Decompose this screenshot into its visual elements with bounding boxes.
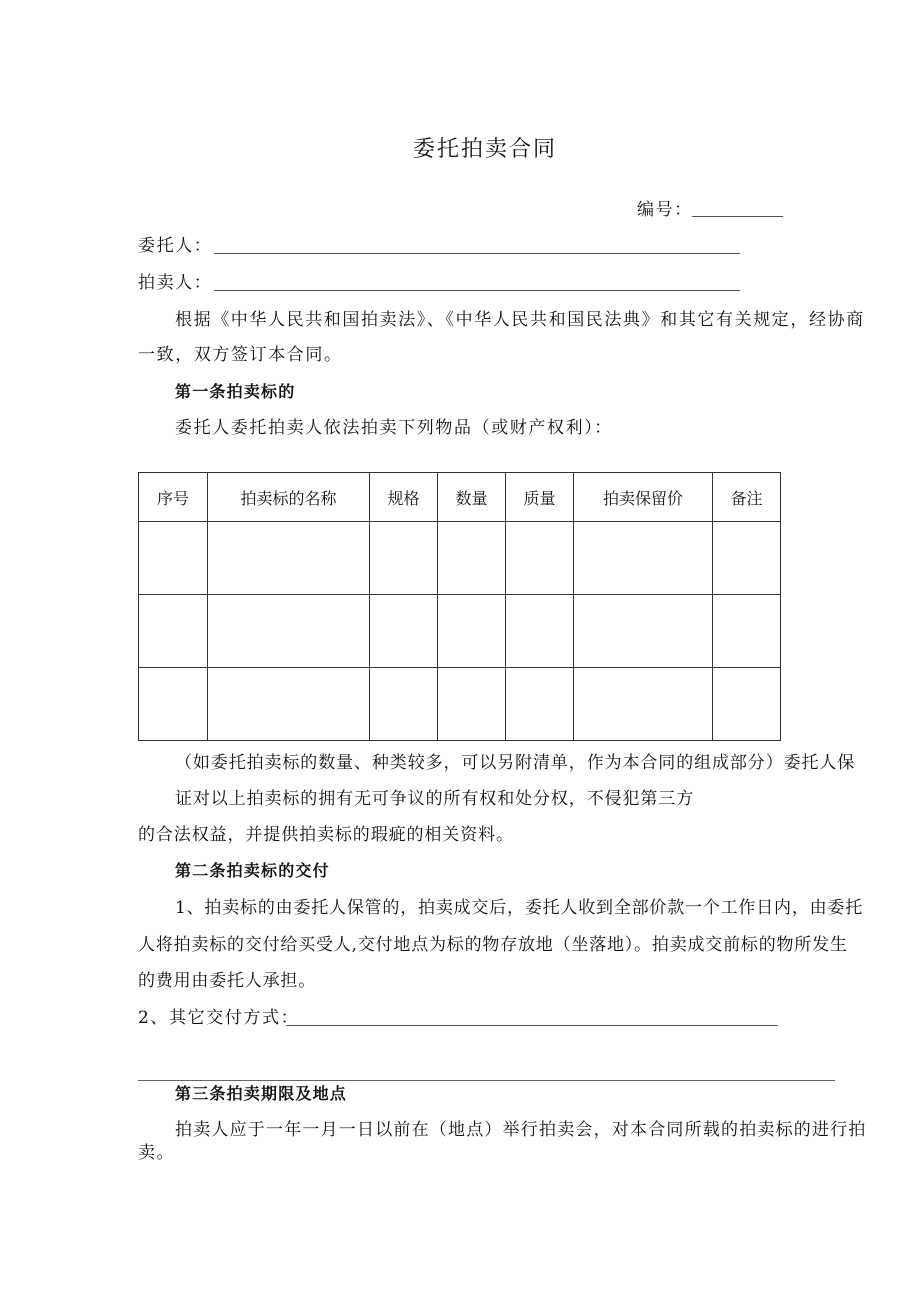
article2-heading: 第二条拍卖标的交付 [175, 861, 330, 880]
intro-line: 一致，双方签订本合同。 [138, 345, 343, 365]
auctioneer-blank[interactable] [214, 290, 740, 291]
table-cell[interactable] [139, 522, 208, 595]
other-delivery-blank[interactable] [286, 1025, 778, 1026]
table-cell[interactable] [139, 668, 208, 741]
article1-note: 的合法权益，并提供拍卖标的瑕疵的相关资料。 [138, 825, 514, 845]
table-header: 数量 [438, 473, 506, 522]
article2-item1: 的费用由委托人承担。 [138, 971, 316, 991]
table-cell[interactable] [438, 522, 506, 595]
intro-line: 根据《中华人民共和国拍卖法》、《中华人民共和国民法典》和其它有关规定，经协商 [175, 310, 865, 330]
table-cell[interactable] [208, 668, 370, 741]
table-header: 规格 [370, 473, 438, 522]
article2-item2-label: 2、其它交付方式： [138, 1008, 300, 1028]
table-cell[interactable] [713, 668, 781, 741]
table-header: 备注 [713, 473, 781, 522]
article1-heading: 第一条拍卖标的 [175, 382, 296, 401]
table-header: 序号 [139, 473, 208, 522]
article3-text: 拍卖人应于一年一月一日以前在（地点）举行拍卖会，对本合同所载的拍卖标的进行拍 [175, 1120, 867, 1140]
table-cell[interactable] [370, 595, 438, 668]
article3-text: 卖。 [138, 1143, 176, 1163]
table-header: 拍卖保留价 [574, 473, 713, 522]
article1-text: 委托人委托拍卖人依法拍卖下列物品（或财产权利）： [175, 418, 613, 438]
table-row [139, 522, 781, 595]
table-cell[interactable] [208, 595, 370, 668]
auction-items-table [138, 472, 781, 741]
document-title: 委托拍卖合同 [412, 137, 557, 162]
contract-number-label: 编号： [637, 200, 693, 220]
table-cell[interactable] [506, 595, 574, 668]
table-row [139, 668, 781, 741]
table-cell[interactable] [208, 522, 370, 595]
table-cell[interactable] [574, 668, 713, 741]
table-cell[interactable] [438, 595, 506, 668]
article3-heading: 第三条拍卖期限及地点 [175, 1084, 348, 1103]
contract-number-blank[interactable] [692, 216, 783, 217]
article2-item1: 1、拍卖标的由委托人保管的，拍卖成交后，委托人收到全部价款一个工作日内，由委托 [175, 898, 864, 918]
table-cell[interactable] [713, 595, 781, 668]
article1-note: 证对以上拍卖标的拥有无可争议的所有权和处分权，不侵犯第三方 [175, 789, 695, 809]
table-cell[interactable] [574, 595, 713, 668]
table-header-row [139, 473, 781, 522]
consignor-label: 委托人： [138, 236, 213, 256]
table-cell[interactable] [713, 522, 781, 595]
auctioneer-label: 拍卖人： [138, 273, 213, 293]
table-cell[interactable] [370, 522, 438, 595]
consignor-blank[interactable] [214, 253, 740, 254]
table-cell[interactable] [506, 522, 574, 595]
table-cell[interactable] [506, 668, 574, 741]
divider [138, 1080, 835, 1081]
table-header: 质量 [506, 473, 574, 522]
table-cell[interactable] [139, 595, 208, 668]
table-cell[interactable] [438, 668, 506, 741]
article1-note: （如委托拍卖标的数量、种类较多，可以另附清单，作为本合同的组成部分）委托人保 [175, 753, 856, 773]
table-header: 拍卖标的名称 [208, 473, 370, 522]
article2-item1: 人将拍卖标的交付给买受人,交付地点为标的物存放地（坐落地）。拍卖成交前标的物所发生 [138, 935, 848, 955]
table-cell[interactable] [370, 668, 438, 741]
table-row [139, 595, 781, 668]
table-cell[interactable] [574, 522, 713, 595]
